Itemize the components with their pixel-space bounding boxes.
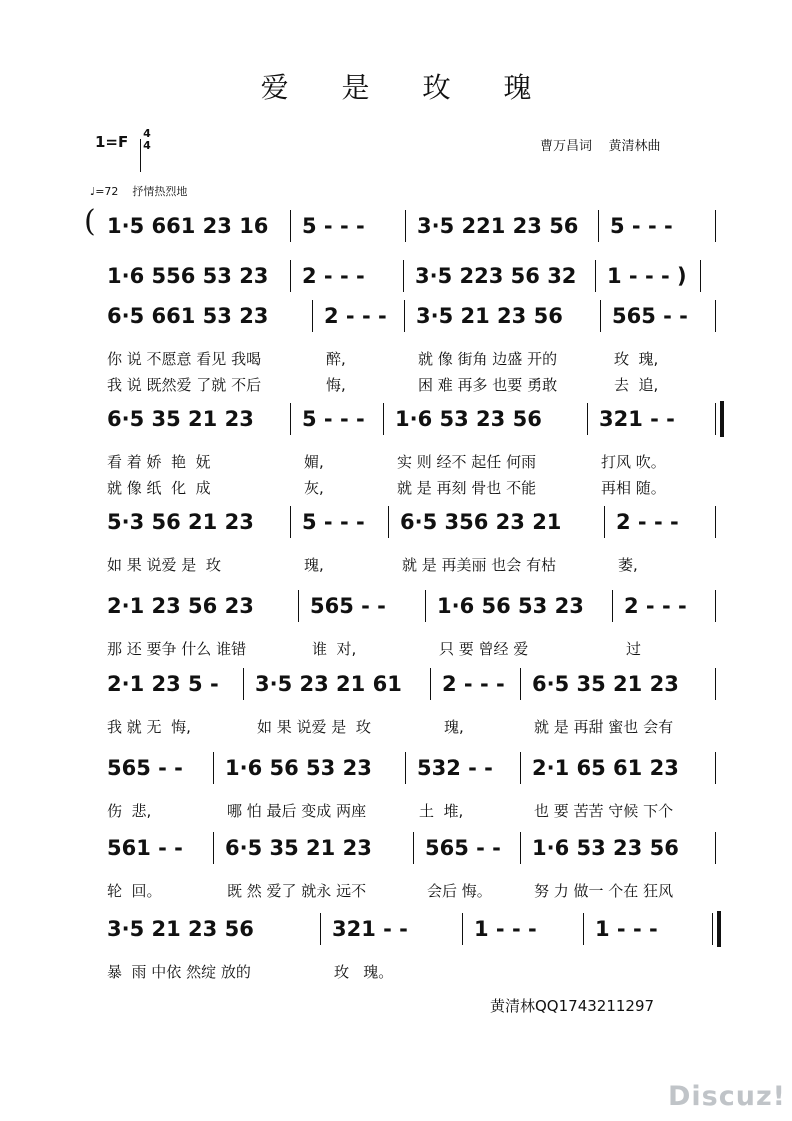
- lyric-line-1: 萎,: [618, 556, 638, 574]
- lyric-line-1: 只 要 曾经 爱: [439, 640, 529, 658]
- lyric-line-1: 你 说 不愿意 看见 我喝: [107, 350, 262, 368]
- measure-notes: 5 - - -: [302, 510, 365, 534]
- lyric-line-1: 就 像 街角 边盛 开的: [418, 350, 558, 368]
- lyric-line-1: 那 还 要争 什么 谁错: [107, 640, 247, 658]
- lyric-line-1: 就 是 再美丽 也会 有枯: [402, 556, 557, 574]
- lyric-line-1: 暴 雨 中依 然绽 放的: [107, 963, 251, 981]
- bar-line: [715, 210, 716, 242]
- lyric-line-1: 看 着 娇 艳 妩: [107, 453, 211, 471]
- bar-line: [405, 210, 406, 242]
- measure-notes: 1·6 53 23 56: [532, 836, 679, 860]
- tempo-marking: ♩=72 抒情热烈地: [90, 185, 188, 198]
- measure-notes: 6·5 35 21 23: [532, 672, 679, 696]
- bar-line: [425, 590, 426, 622]
- measure-notes: 321 - -: [599, 407, 675, 431]
- measure-notes: 2·1 23 5 -: [107, 672, 219, 696]
- bar-line: [290, 403, 291, 435]
- lyric-line-2: 就 像 纸 化 成: [107, 479, 211, 497]
- measure-notes: 5 - - -: [610, 214, 673, 238]
- bar-line: [715, 668, 716, 700]
- lyric-line-1: 媚,: [304, 453, 324, 471]
- lyric-line-1: 就 是 再甜 蜜也 会有: [534, 718, 674, 736]
- bar-line: [462, 913, 463, 945]
- lyric-line-1: 玫 瑰。: [334, 963, 394, 981]
- bar-line: [213, 752, 214, 784]
- measure-notes: 3·5 223 56 32: [415, 264, 577, 288]
- lyric-line-1: 伤 悲,: [107, 802, 152, 820]
- lyric-line-1: 既 然 爱了 就永 远不: [227, 882, 367, 900]
- bar-line: [383, 403, 384, 435]
- bar-line: [298, 590, 299, 622]
- measure-notes: 532 - -: [417, 756, 493, 780]
- bar-line: [430, 668, 431, 700]
- bar-line: [312, 300, 313, 332]
- lyric-line-1: 会后 悔。: [427, 882, 492, 900]
- measure-notes: 1·6 56 53 23: [225, 756, 372, 780]
- lyric-line-1: 土 堆,: [419, 802, 464, 820]
- staff-row-3: [0, 290, 792, 410]
- measure-notes: 2 - - -: [442, 672, 505, 696]
- time-signature-top: 4: [143, 127, 151, 140]
- measure-notes: 5·3 56 21 23: [107, 510, 254, 534]
- bar-line: [700, 260, 701, 292]
- measure-notes: 1·5 661 23 16: [107, 214, 269, 238]
- lyric-line-1: 打风 吹。: [601, 453, 666, 471]
- bar-line: [715, 300, 716, 332]
- measure-notes: 565 - -: [612, 304, 688, 328]
- measure-notes: 6·5 35 21 23: [107, 407, 254, 431]
- lyric-line-2: 我 说 既然爱 了就 不后: [107, 376, 262, 394]
- lyric-line-2: 悔,: [326, 376, 346, 394]
- measure-notes: 1 - - -: [595, 917, 658, 941]
- bar-line: [320, 913, 321, 945]
- signature: 黄清林QQ1743211297: [490, 997, 655, 1015]
- bar-line: [388, 506, 389, 538]
- measure-notes: 321 - -: [332, 917, 408, 941]
- measure-notes: 1 - - - ): [607, 264, 687, 288]
- bar-line: [290, 506, 291, 538]
- lyric-line-1: 也 要 苦苦 守候 下个: [534, 802, 674, 820]
- bar-line: [413, 832, 414, 864]
- time-signature-bottom: 4: [143, 139, 151, 152]
- lyric-line-1: 轮 回。: [107, 882, 162, 900]
- final-bar-thick: [720, 401, 724, 437]
- measure-notes: 6·5 35 21 23: [225, 836, 372, 860]
- bar-line: [404, 300, 405, 332]
- measure-notes: 1·6 56 53 23: [437, 594, 584, 618]
- bar-line: [712, 913, 713, 945]
- bar-line: [598, 210, 599, 242]
- lyric-line-1: 哪 怕 最后 变成 两座: [227, 802, 367, 820]
- measure-notes: 561 - -: [107, 836, 183, 860]
- measure-notes: 2·1 65 61 23: [532, 756, 679, 780]
- lyric-line-2: 去 追,: [614, 376, 659, 394]
- song-title: 爱 是 玫 瑰: [260, 71, 554, 104]
- lyric-line-1: 实 则 经不 起任 何雨: [397, 453, 537, 471]
- measure-notes: 5 - - -: [302, 407, 365, 431]
- bar-line: [520, 668, 521, 700]
- bar-line: [595, 260, 596, 292]
- watermark: Discuz!: [668, 1081, 786, 1112]
- measure-notes: 6·5 356 23 21: [400, 510, 562, 534]
- measure-notes: 2·1 23 56 23: [107, 594, 254, 618]
- bar-line: [715, 590, 716, 622]
- bar-line: [583, 913, 584, 945]
- measure-notes: 565 - -: [425, 836, 501, 860]
- lyric-line-2: 就 是 再刻 骨也 不能: [397, 479, 537, 497]
- bar-line: [243, 668, 244, 700]
- bar-line: [715, 752, 716, 784]
- final-bar-thick: [717, 911, 721, 947]
- bar-line: [587, 403, 588, 435]
- bar-line: [604, 506, 605, 538]
- bar-line: [213, 832, 214, 864]
- measure-notes: 2 - - -: [302, 264, 365, 288]
- bar-line: [715, 506, 716, 538]
- measure-notes: 2 - - -: [324, 304, 387, 328]
- bar-line: [403, 260, 404, 292]
- measure-notes: 3·5 221 23 56: [417, 214, 579, 238]
- lyric-line-1: 努 力 做一 个在 狂风: [534, 882, 674, 900]
- measure-notes: 1·6 53 23 56: [395, 407, 542, 431]
- bar-line: [520, 752, 521, 784]
- lyric-line-1: 玫 瑰,: [614, 350, 659, 368]
- lyric-line-1: 我 就 无 悔,: [107, 718, 191, 736]
- measure-notes: 565 - -: [107, 756, 183, 780]
- bar-line: [600, 300, 601, 332]
- lyric-line-1: 谁 对,: [312, 640, 357, 658]
- measure-notes: 565 - -: [310, 594, 386, 618]
- lyric-line-1: 过: [626, 640, 642, 658]
- lyric-line-2: 困 难 再多 也要 勇敢: [418, 376, 558, 394]
- measure-notes: 5 - - -: [302, 214, 365, 238]
- measure-notes: 3·5 21 23 56: [416, 304, 563, 328]
- measure-notes: 2 - - -: [624, 594, 687, 618]
- repeat-open-paren: (: [84, 204, 96, 239]
- bar-line: [715, 832, 716, 864]
- lyric-line-2: 灰,: [304, 479, 324, 497]
- bar-line: [612, 590, 613, 622]
- lyric-line-1: 如 果 说爱 是 玫: [257, 718, 371, 736]
- bar-line: [715, 403, 716, 435]
- key-signature: 1=F: [95, 133, 129, 151]
- bar-line: [290, 210, 291, 242]
- measure-notes: 2 - - -: [616, 510, 679, 534]
- measure-notes: 6·5 661 53 23: [107, 304, 269, 328]
- staff-row-10: [0, 903, 792, 1023]
- lyric-line-1: 醉,: [326, 350, 346, 368]
- lyric-line-1: 如 果 说爱 是 玫: [107, 556, 221, 574]
- measure-notes: 3·5 23 21 61: [255, 672, 402, 696]
- staff-row-4: [0, 393, 792, 513]
- lyric-line-2: 再相 随。: [601, 479, 666, 497]
- measure-notes: 3·5 21 23 56: [107, 917, 254, 941]
- lyric-line-1: 瑰,: [444, 718, 464, 736]
- bar-line: [405, 752, 406, 784]
- measure-notes: 1 - - -: [474, 917, 537, 941]
- time-signature: [140, 128, 154, 152]
- credits: 曹万昌词 黄清林曲: [540, 139, 661, 154]
- bar-line: [520, 832, 521, 864]
- bar-line: [290, 260, 291, 292]
- measure-notes: 1·6 556 53 23: [107, 264, 269, 288]
- lyric-line-1: 瑰,: [304, 556, 324, 574]
